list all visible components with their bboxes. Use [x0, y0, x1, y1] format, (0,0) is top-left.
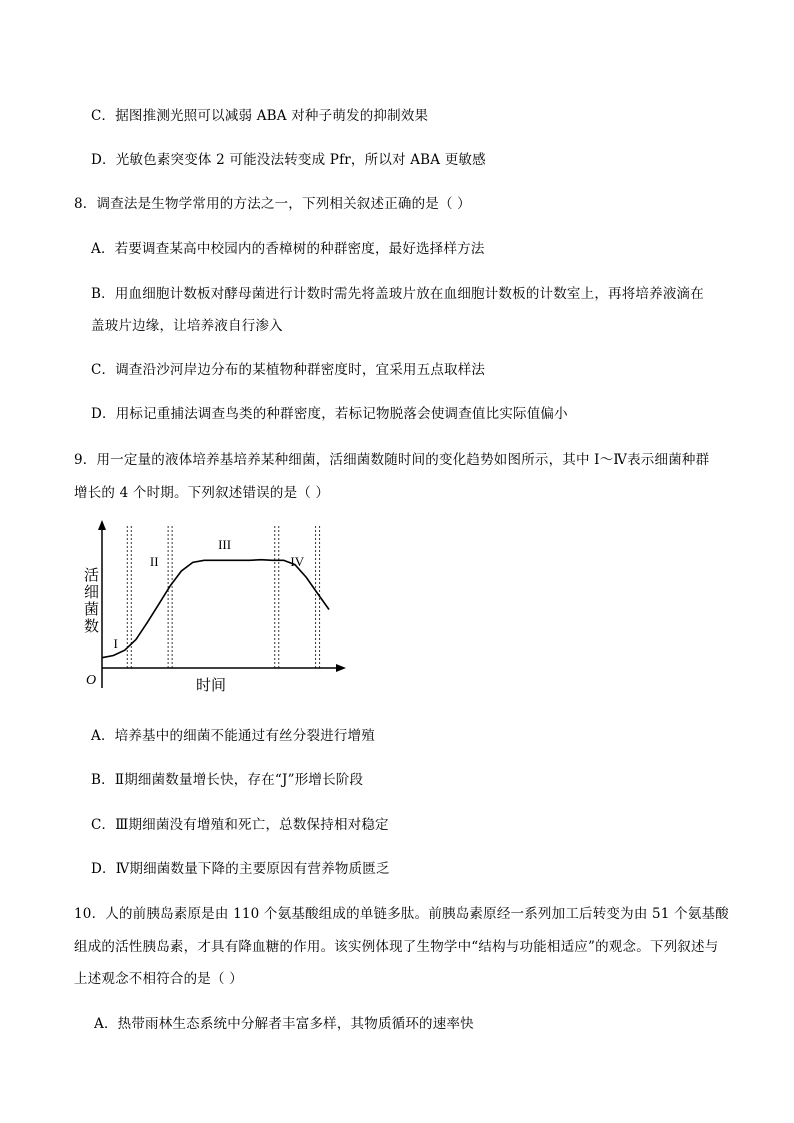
question-8-option-d: D．用标记重捕法调查鸟类的种群密度，若标记物脱落会使调查值比实际值偏小 — [91, 406, 568, 422]
origin-label: O — [86, 673, 97, 688]
question-9-stem-line2: 增长的 4 个时期。下列叙述错误的是（ ） — [74, 485, 330, 501]
y-axis-label-char-1: 活 — [84, 566, 100, 584]
question-8-option-a: A．若要调查某高中校园内的香樟树的种群密度，最好选择样方法 — [91, 241, 485, 257]
question-7-option-d: D．光敏色素突变体 2 可能没法转变成 Pfr，所以对 ABA 更敏感 — [91, 152, 486, 168]
phase-label-1: I — [113, 636, 118, 651]
chart-svg — [84, 518, 354, 698]
question-10-option-a: A．热带雨林生态系统中分解者丰富多样，其物质循环的速率快 — [94, 1016, 474, 1032]
question-9-option-a: A．培养基中的细菌不能通过有丝分裂进行增殖 — [91, 728, 375, 744]
y-axis-label — [84, 566, 99, 635]
phase-labels — [113, 537, 304, 651]
question-9-option-b: B．Ⅱ期细菌数量增长快，存在“J”形增长阶段 — [91, 772, 364, 788]
question-9-option-c: C．Ⅲ期细菌没有增殖和死亡，总数保持相对稳定 — [91, 817, 389, 833]
question-8-option-b-line1: B．用血细胞计数板对酵母菌进行计数时需先将盖玻片放在血细胞计数板的计数室上，再将培养液滴在 — [91, 286, 704, 302]
question-7-option-c: C．据图推测光照可以减弱 ABA 对种子萌发的抑制效果 — [91, 108, 429, 124]
x-axis-arrow — [336, 664, 346, 672]
question-10-stem-line2: 组成的活性胰岛素，才具有降血糖的作用。该实例体现了生物学中“结构与功能相适应”的观念。下列叙述与 — [74, 939, 719, 955]
phase-label-3: III — [218, 537, 232, 552]
phase-label-4: IV — [290, 554, 305, 569]
y-axis-label-char-4: 数 — [84, 617, 100, 635]
y-axis-label-char-3: 菌 — [84, 600, 100, 618]
question-8-option-c: C．调查沿沙河岸边分布的某植物种群密度时，宜采用五点取样法 — [91, 362, 486, 378]
bacteria-growth-chart — [84, 518, 354, 698]
question-10-stem-line3: 上述观念不相符合的是（ ） — [74, 971, 243, 987]
y-axis-arrow — [98, 520, 106, 530]
question-10-stem-line1: 10．人的前胰岛素原是由 110 个氨基酸组成的单链多肽。前胰岛素原经一系列加工后转变为由 51 个氨基酸 — [74, 906, 729, 922]
y-axis-label-char-2: 细 — [84, 583, 100, 601]
question-9-stem-line1: 9．用一定量的液体培养基培养某种细菌，活细菌数随时间的变化趋势如图所示，其中 Ⅰ～Ⅳ表示细菌种群 — [74, 452, 710, 468]
x-axis-label: 时间 — [196, 676, 227, 694]
phase-label-2: II — [149, 554, 159, 569]
question-9-option-d: D．Ⅳ期细菌数量下降的主要原因有营养物质匮乏 — [91, 861, 390, 877]
question-8-stem: 8．调查法是生物学常用的方法之一，下列相关叙述正确的是（ ） — [74, 196, 471, 212]
growth-curve-line — [102, 560, 329, 658]
question-8-option-b-line2: 盖玻片边缘，让培养液自行渗入 — [91, 318, 283, 334]
